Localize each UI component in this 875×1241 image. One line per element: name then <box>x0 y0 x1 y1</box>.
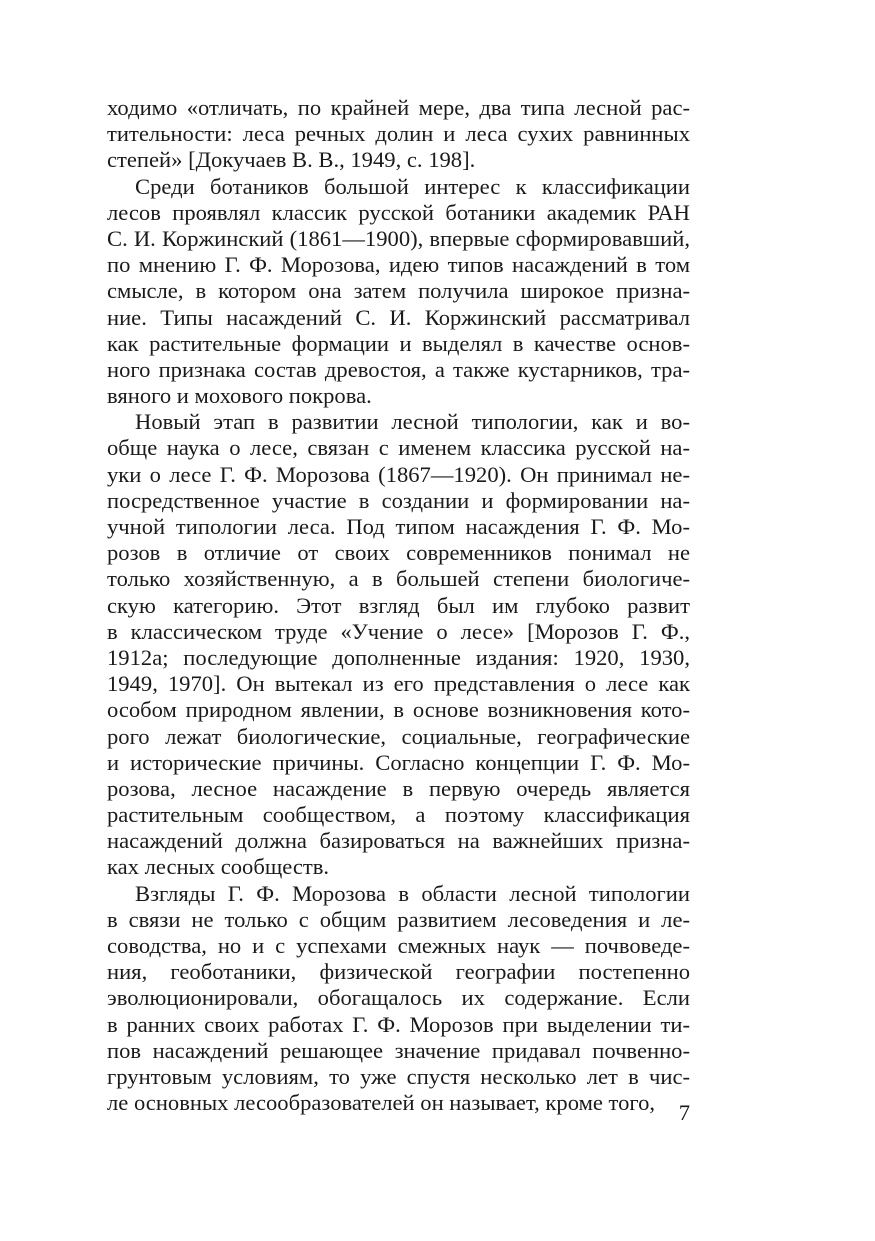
text-line: как растительные формации и выделял в качестве основ- <box>107 330 690 356</box>
text-line: ние. Типы насаждений С. И. Коржинский рассматривал <box>107 304 690 330</box>
text-line: растительным сообществом, а поэтому классификация <box>107 802 690 828</box>
text-line: эволюционировали, обогащалось их содержание. Если <box>107 985 690 1011</box>
page-number: 7 <box>678 1100 690 1125</box>
text-line: пов насаждений решающее значение придавал почвенно- <box>107 1037 690 1063</box>
text-line: в связи не только с общим развитием лесоведения и ле- <box>107 906 690 932</box>
paragraph <box>107 174 690 410</box>
text-line: тительности: леса речных долин и леса сухих равнинных <box>107 121 690 147</box>
text-line: Новый этап в развитии лесной типологии, как и во- <box>135 409 690 435</box>
text-line: 1949, 1970]. Он вытекал из его представления о лесе как <box>107 671 690 697</box>
text-line: розова, лесное насаждение в первую очередь является <box>107 775 690 801</box>
text-line: Среди ботаников большой интерес к классификации <box>135 173 690 199</box>
text-line: степей» [Докучаев В. В., 1949, с. 198]. <box>107 147 476 173</box>
text-line: 1912а; последующие дополненные издания: 1920, 1930, <box>107 644 690 670</box>
text-line: ния, геоботаники, физической географии постепенно <box>107 959 690 985</box>
text-line: ходимо «отличать, по крайней мере, два типа лесной рас- <box>107 95 690 120</box>
paragraph <box>107 409 690 880</box>
text-line: Взгляды Г. Ф. Морозова в области лесной типологии <box>135 880 690 906</box>
text-line: скую категорию. Этот взгляд был им глубоко развит <box>107 592 690 618</box>
text-line: грунтовым условиям, то уже спустя несколько лет в чис- <box>107 1063 690 1089</box>
text-line: по мнению Г. Ф. Морозова, идею типов насаждений в том <box>107 252 690 278</box>
text-line: рого лежат биологические, социальные, географические <box>107 723 690 749</box>
text-line: лесов проявлял классик русской ботаники академик РАН <box>107 199 690 225</box>
text-line: особом природном явлении, в основе возникновения кото- <box>107 697 690 723</box>
text-line: и исторические причины. Согласно концепции Г. Ф. Мо- <box>107 749 690 775</box>
body-text <box>107 95 690 1116</box>
paragraph <box>107 881 690 1117</box>
text-line: розов в отличие от своих современников понимал не <box>107 540 690 566</box>
text-line: только хозяйственную, а в большей степени биологиче- <box>107 566 690 592</box>
text-line: смысле, в котором она затем получила широкое призна- <box>107 278 690 304</box>
text-line: вяного и мохового покрова. <box>107 383 372 409</box>
text-line: уки о лесе Г. Ф. Морозова (1867—1920). Он принимал не- <box>107 461 690 487</box>
text-line: в классическом труде «Учение о лесе» [Морозов Г. Ф., <box>107 618 690 644</box>
text-line: в ранних своих работах Г. Ф. Морозов при выделении ти- <box>107 1011 690 1037</box>
text-line: ного признака состав древостоя, а также кустарников, тра- <box>107 356 690 382</box>
text-line: С. И. Коржинский (1861—1900), впервые сформировавший, <box>107 225 690 251</box>
text-line: ках лесных сообществ. <box>107 854 330 880</box>
text-line: соводства, но и с успехами смежных наук — почвоведе- <box>107 933 690 958</box>
text-line: ле основных лесообразователей он называет, кроме того, <box>107 1090 656 1116</box>
text-line: посредственное участие в создании и формировании на- <box>107 487 690 513</box>
paragraph <box>107 95 690 174</box>
text-line: насаждений должна базироваться на важнейших призна- <box>107 828 690 854</box>
text-line: учной типологии леса. Под типом насаждения Г. Ф. Мо- <box>107 514 690 539</box>
text-line: обще наука о лесе, связан с именем классика русской на- <box>107 435 690 461</box>
